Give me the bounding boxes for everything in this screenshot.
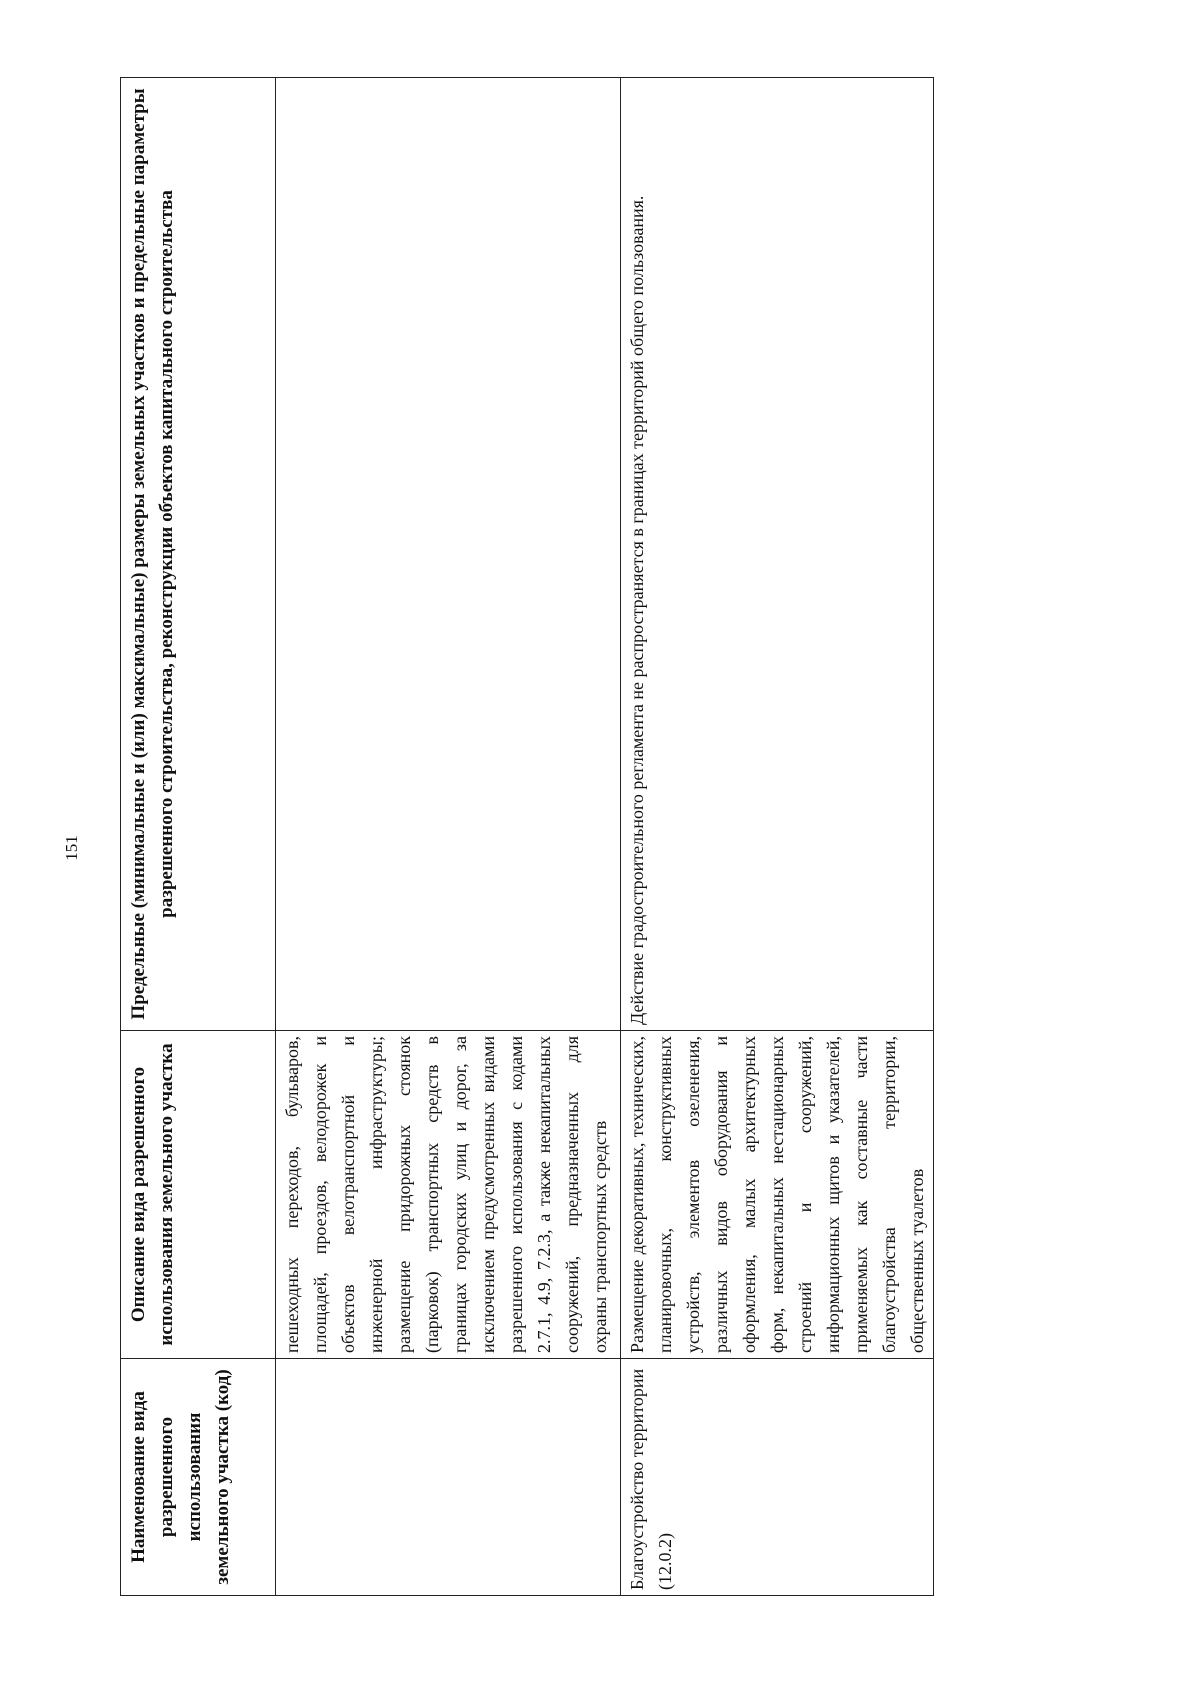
row-parameters-cell: Действие градостроительного регламента не распространяется в границах территорий общего пользования. <box>621 78 934 1031</box>
table-header-row <box>121 78 276 1596</box>
header-parameters-column: Предельные (минимальные и (или) максимальные) размеры земельных участков и предельные параметры разрешенного строительства, реконструкции объектов капитального строительства <box>121 78 276 1031</box>
row-name-cell: Благоустройство территории (12.0.2) <box>621 1359 934 1596</box>
table-row <box>276 78 621 1596</box>
page-number: 151 <box>62 835 81 861</box>
row-name-cell <box>276 1359 621 1596</box>
rotated-table-wrapper <box>120 78 927 1596</box>
row-parameters-cell <box>276 78 621 1031</box>
header-name-column: Наименование вида разрешенного использования земельного участка (код) <box>121 1359 276 1596</box>
row-description-cell: Размещение декоративных, технических, планировочных, конструктивных устройств, элементов озеленения, различных видов оборудования и оформления, малых архитектурных форм, некапитальных нестационарных строений и сооружений, информационных щитов и указателей, применяемых как составные части благоустройства территории, общественных туалетов <box>621 1031 934 1359</box>
table-row <box>621 78 934 1596</box>
regulation-table <box>120 77 934 1596</box>
header-description-column: Описание вида разрешенного использования земельного участка <box>121 1031 276 1359</box>
row-description-cell: пешеходных переходов, бульваров, площадей, проездов, велодорожек и объектов велотранспортной и инженерной инфраструктуры; размещение придорожных стоянок (парковок) транспортных средств в границах городских улиц и дорог, за исключением предусмотренных видами разрешенного использования с кодами 2.7.1, 4.9, 7.2.3, а также некапитальных сооружений, предназначенных для охраны транспортных средств <box>276 1031 621 1359</box>
